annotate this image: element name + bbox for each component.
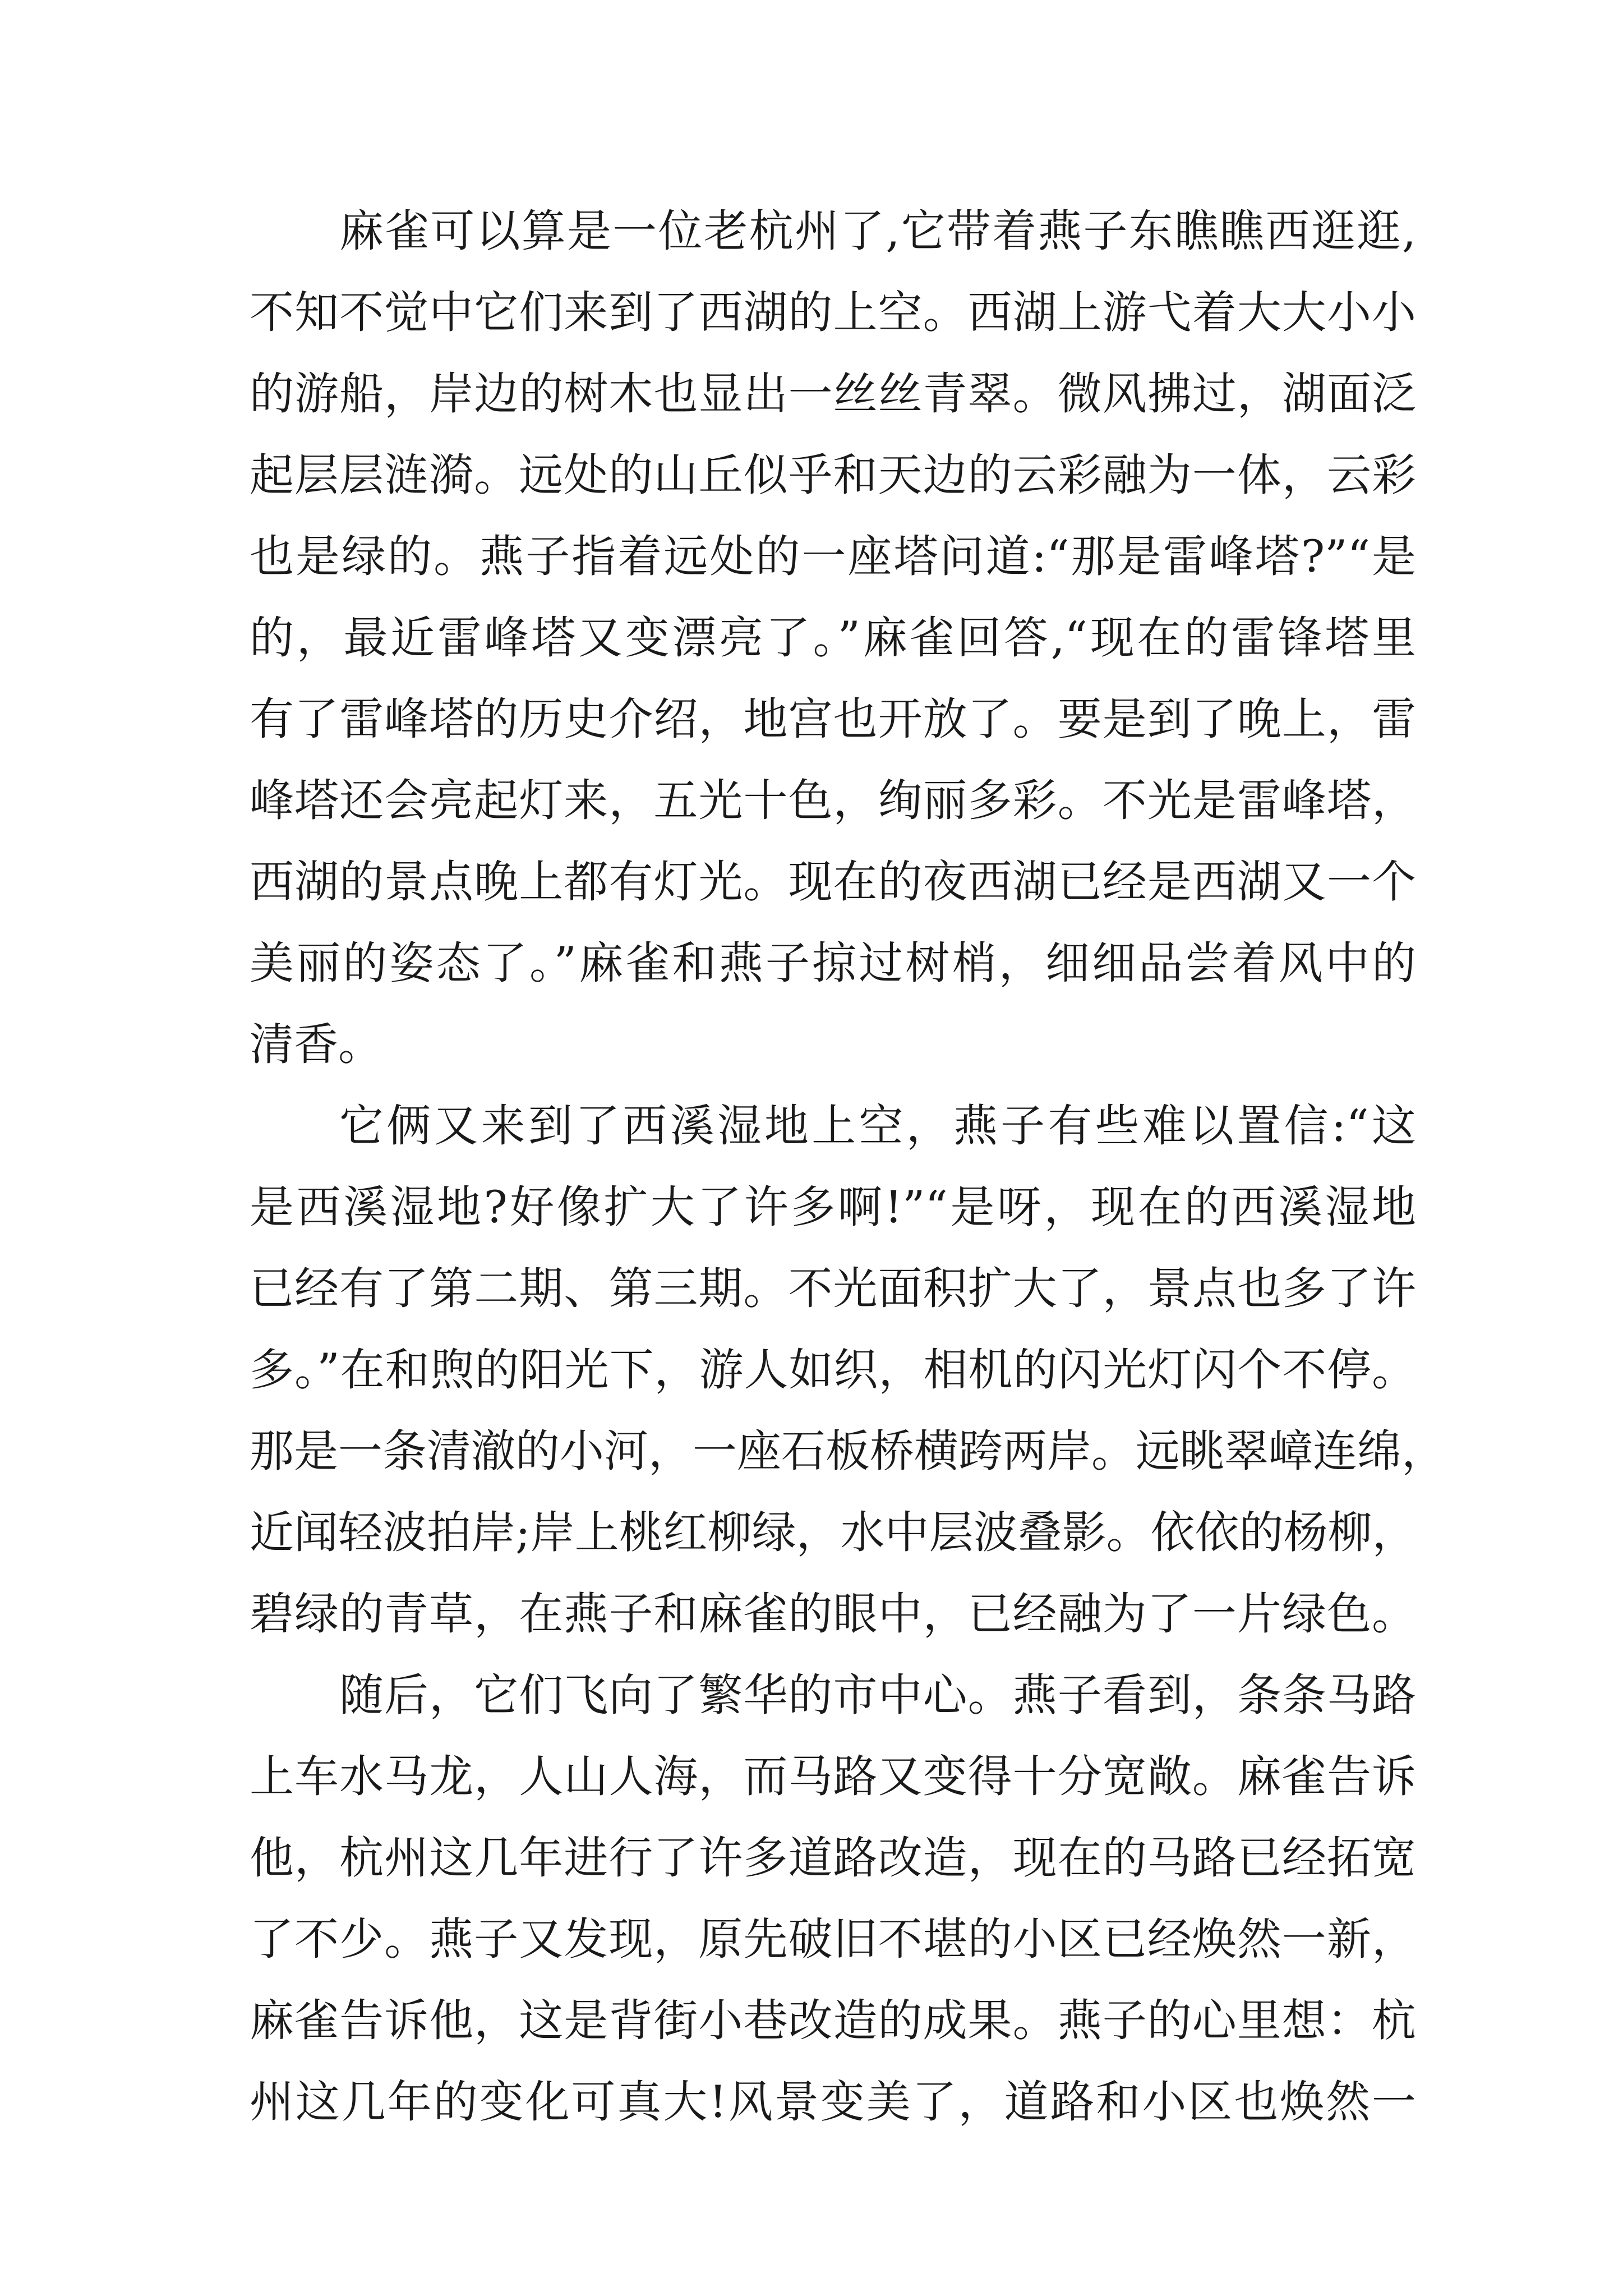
paragraph-1-line-3: 的游船，岸边的树木也显出一丝丝青翠。微风拂过，湖面泛 [250, 368, 1416, 420]
paragraph-2-line-5: 那是一条清澈的小河，一座石板桥横跨两岸。远眺翠嶂连绵， [250, 1425, 1446, 1477]
paragraph-3-line-6: 州这几年的变化可真大!风景变美了，道路和小区也焕然一 [250, 2076, 1416, 2128]
paragraph-1-line-2: 不知不觉中它们来到了西湖的上空。西湖上游弋着大大小小 [250, 287, 1416, 338]
paragraph-3-line-4: 了不少。燕子又发现，原先破旧不堪的小区已经焕然一新， [250, 1913, 1416, 1965]
paragraph-1-line-11: 清香。 [250, 1019, 382, 1070]
paragraph-1-line-5: 也是绿的。燕子指着远处的一座塔问道:“那是雷峰塔?”“是 [250, 531, 1416, 582]
paragraph-3-line-1: 随后，它们飞向了繁华的市中心。燕子看到，条条马路 [339, 1669, 1416, 1721]
paragraph-2-line-4: 多。”在和煦的阳光下，游人如织，相机的闪光灯闪个不停。 [250, 1344, 1416, 1396]
paragraph-1-line-6: 的，最近雷峰塔又变漂亮了。”麻雀回答,“现在的雷锋塔里 [250, 612, 1416, 664]
paragraph-3-line-2: 上车水马龙，人山人海，而马路又变得十分宽敞。麻雀告诉 [250, 1751, 1416, 1802]
paragraph-2-line-1: 它俩又来到了西溪湿地上空，燕子有些难以置信:“这 [339, 1100, 1416, 1152]
paragraph-1-line-1: 麻雀可以算是一位老杭州了,它带着燕子东瞧瞧西逛逛, [339, 205, 1416, 257]
paragraph-1-line-9: 西湖的景点晚上都有灯光。现在的夜西湖已经是西湖又一个 [250, 856, 1416, 908]
paragraph-1-line-4: 起层层涟漪。远处的山丘似乎和天边的云彩融为一体，云彩 [250, 449, 1416, 501]
paragraph-2-line-3: 已经有了第二期、第三期。不光面积扩大了，景点也多了许 [250, 1263, 1416, 1314]
paragraph-1-line-7: 有了雷峰塔的历史介绍，地宫也开放了。要是到了晚上，雷 [250, 693, 1416, 745]
paragraph-1-line-8: 峰塔还会亮起灯来，五光十色，绚丽多彩。不光是雷峰塔， [250, 775, 1416, 826]
paragraph-3-line-3: 他，杭州这几年进行了许多道路改造，现在的马路已经拓宽 [250, 1832, 1416, 1884]
paragraph-2-line-2: 是西溪湿地?好像扩大了许多啊!”“是呀，现在的西溪湿地 [250, 1181, 1416, 1233]
paragraph-2-line-7: 碧绿的青草，在燕子和麻雀的眼中，已经融为了一片绿色。 [250, 1588, 1416, 1640]
body-text [250, 191, 1446, 2143]
paragraph-2-line-6: 近闻轻波拍岸;岸上桃红柳绿，水中层波叠影。依依的杨柳， [250, 1507, 1417, 1558]
paragraph-3-line-5: 麻雀告诉他，这是背街小巷改造的成果。燕子的心里想：杭 [250, 1995, 1416, 2046]
paragraph-1-line-10: 美丽的姿态了。”麻雀和燕子掠过树梢，细细品尝着风中的 [250, 937, 1416, 989]
